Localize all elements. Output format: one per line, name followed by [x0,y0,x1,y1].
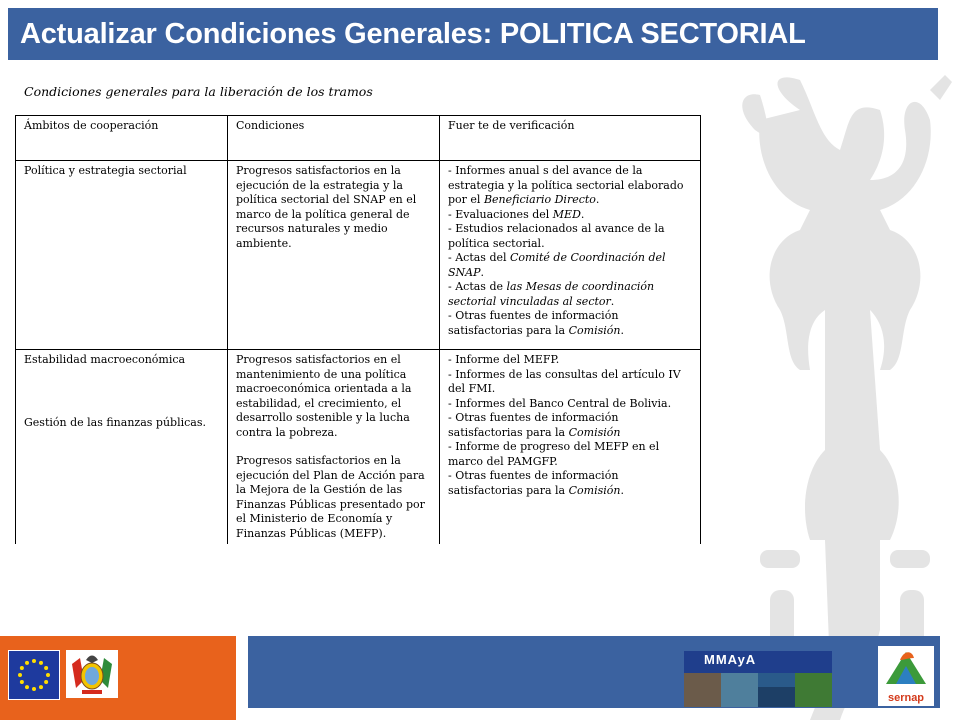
verification-item: - Evaluaciones del MED. [448,207,585,221]
slide-title-bar [8,8,938,60]
eu-star-icon [18,673,22,677]
verification-item: - Actas de las Mesas de coordinación sectorial vinculadas al sector. [448,280,655,308]
row-condicion: Progresos satisfactorios en el mantenimiento de una política macroeconómica orientada a la estabilidad, el crecimiento, el desarrollo sostenible y la lucha contra la pobreza. Progresos satisfactorios en la ejecución del Plan de Acción para la Mejora de la Gestión de las Finanzas Públicas presentado por el Ministerio de Economía y Finanzas Públicas (MEFP). [228,350,440,545]
verification-item: - Informes del Banco Central de Bolivia. [448,396,672,410]
row-ambito: Estabilidad macroeconómica Gestión de las finanzas públicas. [16,350,228,545]
footer-blue-band [248,636,940,708]
row-verificacion [440,350,701,545]
header-ambitos: Ámbitos de cooperación [16,116,228,161]
table-row [16,350,701,545]
verification-item: - Informes anual s del avance de la estrategia y la política sectorial elaborado por el Beneficiario Directo. [448,164,684,206]
row-condicion-finanzas: Progresos satisfactorios en la ejecución del Plan de Acción para la Mejora de la Gestión de las Finanzas Públicas presentado por el Ministerio de Economía y Finanzas Públicas (MEFP). [236,454,425,540]
eu-star-icon [20,680,24,684]
header-verificacion: Fuer te de verificación [440,116,701,161]
eu-star-icon [25,685,29,689]
verification-item: - Informe de progreso del MEFP en el marco del PAMGFP. [448,440,660,468]
petroglyph-decoration-icon [730,70,960,720]
verification-item: - Otras fuentes de información satisfactorias para la Comisión. [448,469,624,497]
row-verificacion [440,161,701,350]
sernap-logo: sernap [878,646,934,706]
table-header-row [16,116,701,161]
sernap-leaf-icon [878,646,934,690]
eu-star-icon [32,687,36,691]
bolivia-coat-of-arms-icon [66,650,118,698]
verification-item: - Otras fuentes de información satisfactorias para la Comisión. [448,309,624,337]
mmaya-logo [684,651,832,707]
eu-star-icon [39,661,43,665]
slide-title: Actualizar Condiciones Generales: POLITICA SECTORIAL [20,17,806,50]
verification-item: - Otras fuentes de información satisfactorias para la Comisión [448,411,621,439]
verification-item: - Informes de las consultas del artículo IV del FMI. [448,367,681,395]
eu-star-icon [46,673,50,677]
table-row [16,161,701,350]
eu-star-icon [44,666,48,670]
eu-star-icon [44,680,48,684]
row-condicion: Progresos satisfactorios en la ejecución de la estrategia y la política sectorial del SNAP en el marco de la política general de recursos naturales y medio ambiente. [228,161,440,350]
eu-star-icon [20,666,24,670]
table-caption: Condiciones generales para la liberación de los tramos [24,84,373,99]
eu-star-icon [39,685,43,689]
row-ambito-finanzas: Gestión de las finanzas públicas. [24,415,206,429]
eu-star-icon [32,659,36,663]
conditions-table [15,115,701,544]
header-condiciones: Condiciones [228,116,440,161]
verification-item: - Actas del Comité de Coordinación del SNAP. [448,251,666,279]
eu-flag-icon [8,650,60,700]
mmaya-photos-icon [684,673,832,707]
verification-item: - Estudios relacionados al avance de la política sectorial. [448,222,665,250]
mmaya-label: MMAyA [704,652,757,667]
eu-star-icon [25,661,29,665]
row-ambito: Política y estrategia sectorial [16,161,228,350]
verification-item: - Informe del MEFP. [448,353,560,366]
